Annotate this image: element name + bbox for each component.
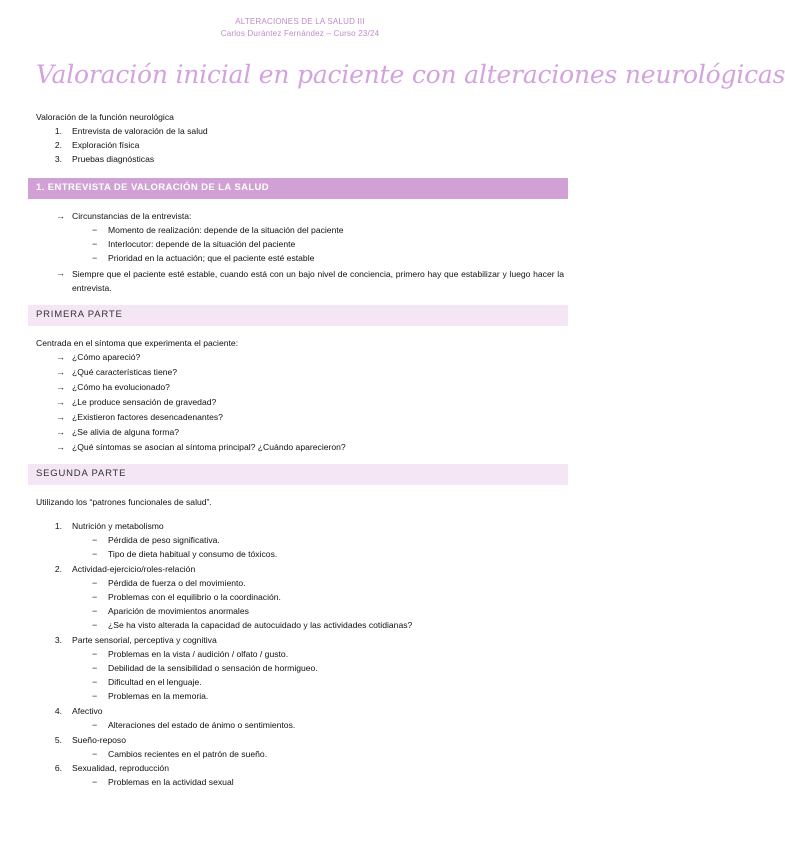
intro-item: Entrevista de valoración de la salud	[72, 126, 208, 136]
question-item: ¿Qué características tiene?	[72, 367, 178, 377]
dash-icon: −	[92, 677, 98, 687]
circumstance-item: Prioridad en la actuación; que el paciente esté estable	[108, 253, 315, 263]
dash-icon: −	[92, 606, 98, 616]
question-item: ¿Cómo apareció?	[72, 352, 141, 362]
dash-icon: −	[92, 777, 98, 787]
arrow-icon: →	[56, 397, 65, 407]
subsection-heading-label: PRIMERA PARTE	[36, 309, 123, 320]
pattern-item: Problemas en la actividad sexual	[108, 777, 234, 787]
circumstance-item: Momento de realización: depende de la situación del paciente	[108, 225, 344, 235]
pattern-item: Debilidad de la sensibilidad o sensación de hormigueo.	[108, 663, 318, 673]
section-heading-entrevista	[28, 178, 568, 199]
pattern-item: Pérdida de fuerza o del movimiento.	[108, 578, 246, 588]
intro-num: 2.	[54, 140, 62, 150]
pattern-item: Tipo de dieta habitual y consumo de tóxicos.	[108, 549, 278, 559]
pattern-label: Actividad-ejercicio/roles-relación	[72, 564, 196, 574]
pattern-item: Aparición de movimientos anormales	[108, 606, 249, 616]
intro-num: 1.	[54, 126, 62, 136]
pattern-item: Problemas con el equilibrio o la coordinación.	[108, 592, 281, 602]
dash-icon: −	[92, 620, 98, 630]
subsection-heading-label: SEGUNDA PARTE	[36, 468, 127, 479]
intro-item: Pruebas diagnósticas	[72, 154, 155, 164]
dash-icon: −	[92, 239, 98, 249]
question-item: ¿Existieron factores desencadenantes?	[72, 412, 223, 422]
dash-icon: −	[92, 749, 98, 759]
dash-icon: −	[92, 649, 98, 659]
question-item: ¿Le produce sensación de gravedad?	[72, 397, 217, 407]
arrow-icon: →	[56, 442, 65, 452]
arrow-icon: →	[56, 412, 65, 422]
question-item: ¿Qué síntomas se asocian al síntoma principal? ¿Cuándo aparecieron?	[72, 442, 346, 452]
stability-note: Siempre que el paciente esté estable, cuando está con un bajo nivel de conciencia, primero hay que estabilizar y luego hacer la entrevista.	[72, 269, 564, 293]
pattern-label: Parte sensorial, perceptiva y cognitiva	[72, 635, 217, 645]
question-item: ¿Se alivia de alguna forma?	[72, 427, 180, 437]
pattern-item: Problemas en la memoria.	[108, 691, 209, 701]
dash-icon: −	[92, 253, 98, 263]
pattern-num: 6.	[54, 763, 62, 773]
subsection-heading-primera	[28, 305, 568, 326]
subsection-heading-segunda	[28, 464, 568, 485]
intro-heading: Valoración de la función neurológica	[36, 112, 174, 122]
dash-icon: −	[92, 549, 98, 559]
intro-item: Exploración física	[72, 140, 140, 150]
page-header	[0, 16, 600, 40]
pattern-item: Alteraciones del estado de ánimo o sentimientos.	[108, 720, 296, 730]
arrow-icon: →	[56, 427, 65, 437]
arrow-icon: →	[56, 268, 65, 278]
pattern-item: ¿Se ha visto alterada la capacidad de autocuidado y las actividades cotidianas?	[108, 620, 413, 630]
section-heading-label: 1. ENTREVISTA DE VALORACIÓN DE LA SALUD	[36, 182, 270, 193]
arrow-icon: →	[56, 367, 65, 377]
pattern-item: Cambios recientes en el patrón de sueño.	[108, 749, 268, 759]
arrow-icon: →	[56, 211, 65, 221]
question-item: ¿Cómo ha evolucionado?	[72, 382, 170, 392]
segunda-lead: Utilizando los “patrones funcionales de salud”.	[36, 497, 212, 507]
primera-lead: Centrada en el síntoma que experimenta el paciente:	[36, 338, 239, 348]
dash-icon: −	[92, 578, 98, 588]
arrow-icon: →	[56, 352, 65, 362]
circumstances-label: Circunstancias de la entrevista:	[72, 211, 192, 221]
dash-icon: −	[92, 663, 98, 673]
pattern-label: Sueño-reposo	[72, 735, 126, 745]
pattern-item: Dificultad en el lenguaje.	[108, 677, 202, 687]
pattern-label: Afectivo	[72, 706, 103, 716]
dash-icon: −	[92, 691, 98, 701]
page-title: Valoración inicial en paciente con alteraciones neurológicas	[36, 60, 785, 89]
pattern-num: 1.	[54, 521, 62, 531]
dash-icon: −	[92, 720, 98, 730]
pattern-num: 4.	[54, 706, 62, 716]
dash-icon: −	[92, 225, 98, 235]
intro-num: 3.	[54, 154, 62, 164]
arrow-icon: →	[56, 382, 65, 392]
header-author-course: Carlos Durántez Fernández – Curso 23/24	[220, 29, 380, 38]
dash-icon: −	[92, 592, 98, 602]
header-subject: ALTERACIONES DE LA SALUD III	[235, 17, 365, 26]
pattern-label: Nutrición y metabolismo	[72, 521, 164, 531]
pattern-num: 2.	[54, 564, 62, 574]
pattern-num: 3.	[54, 635, 62, 645]
pattern-item: Problemas en la vista / audición / olfato / gusto.	[108, 649, 289, 659]
pattern-num: 5.	[54, 735, 62, 745]
pattern-item: Pérdida de peso significativa.	[108, 535, 220, 545]
circumstance-item: Interlocutor: depende de la situación del paciente	[108, 239, 296, 249]
dash-icon: −	[92, 535, 98, 545]
pattern-label: Sexualidad, reproducción	[72, 763, 169, 773]
